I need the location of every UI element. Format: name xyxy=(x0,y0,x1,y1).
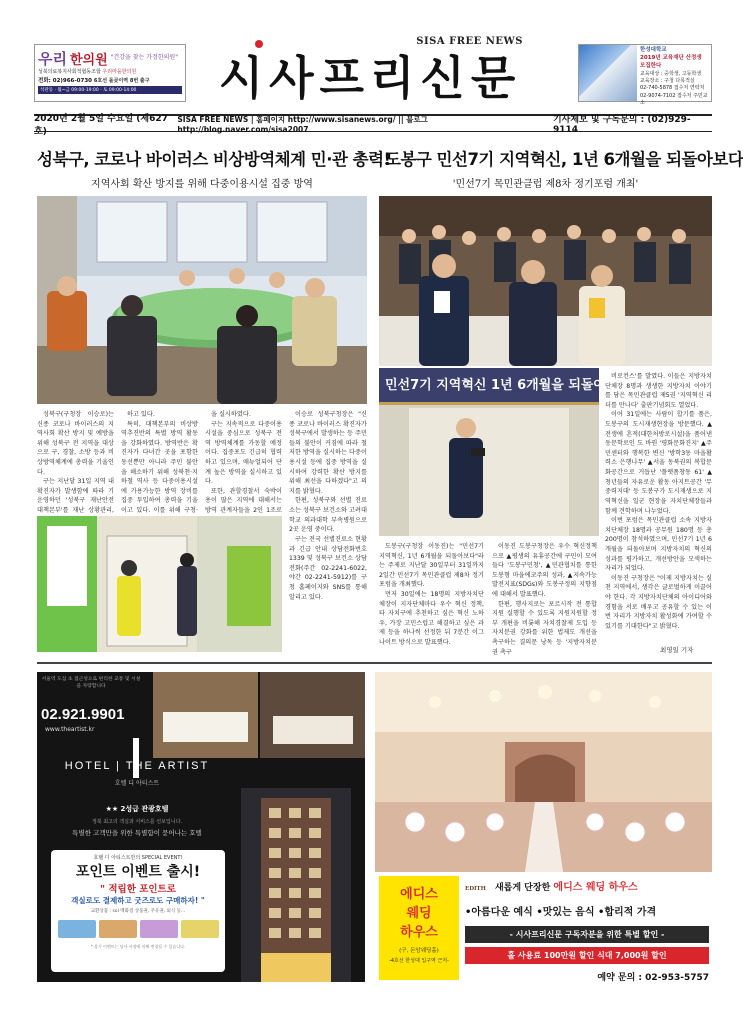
section-divider xyxy=(37,662,712,664)
university-line4: 02-9074-7102 접수처 주민교소 xyxy=(640,92,708,106)
university-ad-photo xyxy=(579,45,637,101)
article1-col2-p2: 특히, 대책본부의 비상방역추진반의 특별 방역 활동을 강화하였다. 방역반은 확진자가 다녀간 곳을 포함한 동선뿐만 아니라 주민 불안을 해소하기 위해 성북천·지하철 역사 등 다중이용시설에 가용가능한 방역 장비를 집중 투입하여 총력을 기울이고 있다. 이를 위해 구청· xyxy=(121,420,198,515)
wedding-name-box xyxy=(379,876,459,980)
clinic-tel-line xyxy=(38,76,182,85)
article2-col2 xyxy=(492,542,597,656)
article1-col1-p1: 성북구(구청장 이승로)는 신종 코로나 바이러스의 지역사회 확산 방지 및 예방을 위해 성북구 전 지역을 대상으로 구, 경찰, 소방 등과 비상방역체계에 총력을 기울인다. xyxy=(37,411,114,476)
article2-col3-p1: 비로컨스'를 발였다. 이들은 지방자치단체장 8명과 생생한 지방자치 이야기를 담은 목민관클럽 제5권 '지역혁신 리더를 만나다' 출판기념회도 열었다. xyxy=(605,373,712,409)
university-ad-text xyxy=(637,45,711,106)
article1-col1 xyxy=(37,410,114,525)
article1-col4 xyxy=(289,410,367,650)
issue-date: 2020년 2월 5일 수요일 (제627호) xyxy=(34,113,168,137)
university-headline: 2019년 교육재단 산정생 모집한다 xyxy=(640,54,702,69)
article1-col4-p1: 이승로 성북구청장은 "신종 코로나 바이러스 확진자가 성북구에서 발생하는 등 주민들의 불안이 커짐에 따라 철저한 방역을 실시하는 다중이용시설 등에 집중 방역을 실시하여 강력한 확산 방지를 위해 최선을 다하겠다"고 의지를 밝혔다. xyxy=(289,411,367,495)
event-label: 호텔 디 아티스트만의 SPECIAL EVENT! xyxy=(93,855,183,861)
hotel-desc: 정북 최고의 객실과 서비스를 선보입니다. xyxy=(91,819,183,825)
hotel-logo-bar-icon xyxy=(133,738,139,778)
hotel-website[interactable]: www.theartist.kr xyxy=(45,726,95,733)
clinic-addr: 석관동 · 월~금 09:00-19:00 · 토 09:00-14:00 xyxy=(38,86,182,94)
wedding-location: -4호선 한성대 입구역 근처- xyxy=(389,957,449,964)
clinic-name: 우리마을한의원 xyxy=(102,69,137,75)
contact-info: 기사제보 및 구독문의 : (02)929-9114 xyxy=(552,115,691,135)
article2-col3-p4: 이동진 구청장은 "이제 지방자치는 실천 지역에서, 생각은 글로벌하게 이끌어야 한다. 각 지방자치단체의 아이디어와 경험을 서로 배우고 공유할 수 있는 이번 자리가 지방자치 활성화에 가여할 수 있기를 기대한다"고 밝혔다. xyxy=(605,574,712,630)
logo-korean: 시사프리신문 xyxy=(218,51,522,105)
hotel-grade: ★★ 2성급 관광호텔 xyxy=(105,805,169,813)
article2-byline: 최영일 기자 xyxy=(660,646,694,654)
wedding-contact[interactable]: 예약 문의 : 02-953-5757 xyxy=(597,973,709,983)
wedding-title-prefix: 새롭게 단장한 xyxy=(494,883,551,893)
article1-col3 xyxy=(205,410,282,525)
article2-col1-p1: 도봉구(구청장 이동진)는 "민선7기 지역혁신, 1년 6개월을 되돌아보다"라는 주제로 지난달 30일부터 31일까지 2일간 민선7기 목민관클럽 제8차 정기포럼을 개최했다. xyxy=(379,543,484,589)
wedding-info xyxy=(465,878,709,983)
coupon-card xyxy=(58,920,96,938)
article1-subhead: 지역사회 확산 방지를 위해 다중이용시설 집중 방역 xyxy=(91,179,313,190)
article2-forum-photo xyxy=(379,196,712,366)
event-blue-copy: 객실로도 결제하고 굿즈로도 구매하자! " xyxy=(71,896,205,905)
article1-headline[interactable]: 성북구, 코로나 바이러스 비상방역체계 민·관 총력! xyxy=(37,150,391,169)
clinic-line3: 6호선 돌곶이역 8번 출구 xyxy=(93,77,150,84)
event-note: * 상기 이벤트는 당사 사정에 의해 변경될 수 있습니다. xyxy=(90,944,186,949)
university-org: 한성대학교 xyxy=(640,47,667,53)
wedding-alias: (구, 돈암웨딩홀) xyxy=(399,947,439,954)
article2-col1-p2: 먼저 30일에는 18명의 지방자치단체장이 지자단체마다 우수 혁신 정책, 타 자치구에 추천하고 싶은 혁신 노하우, 가장 고민스럽고 해결하고 싶은 과제 등을 하나씩 선정한 뒤 7분간 이그나이트 방식으로 발표했다. xyxy=(379,591,484,647)
hotel-building-photo xyxy=(241,788,351,982)
hotel-event-card[interactable] xyxy=(51,850,225,972)
article2-col2-p1: 이동진 도봉구청장은 우수 혁신정책으로 ▲평생의 유휴공간에 구민이 모여들다 '도봉구민청', ▲민관협치를 통한 도봉형 마을에코주의 성과, ▲지속가능발전지표(SDGs)와 도봉구정의 지향점에 대해서 발표했다. xyxy=(492,543,597,599)
masthead xyxy=(0,0,740,112)
wedding-name-line1: 에디스 xyxy=(400,887,438,902)
forum-photo-svg xyxy=(379,196,712,366)
wedding-title-red: 에디스 웨딩 하우스 xyxy=(553,882,638,893)
article2-subhead: '민선7기 목민관클럽 제8차 정기포럼 개최' xyxy=(452,179,639,190)
clinic-brand-line xyxy=(38,47,182,69)
article1-col3-p3: 또한, 관할경찰서 숙박이용이 많은 지역에 대해서는 방역 관계자들을 2인 1조로 xyxy=(205,487,282,515)
clinic-slogan: "건강을 찾는 가정한의원" xyxy=(110,53,178,61)
wedding-features: •아름다운 예식 •맛있는 음식 •합리적 가격 xyxy=(465,907,657,918)
hotel-advertisement[interactable] xyxy=(37,672,365,982)
edith-logo: EDITH xyxy=(465,886,486,892)
wedding-name-line2: 웨딩 xyxy=(406,905,432,921)
hotel-name: HOTEL | THE ARTIST xyxy=(64,760,210,772)
university-line2: 교육장소 : 구청 다목적실 xyxy=(640,78,695,85)
article1-disinfection-photo xyxy=(37,516,282,652)
wedding-hall-photo xyxy=(375,672,712,872)
article2-col3 xyxy=(605,372,712,630)
hotel-room-photo xyxy=(153,672,365,758)
article2-col3-p3: 이번 포럼은 목민관클럽 소속 지방자치단체장 18명과 공무원 180명 등 총 200명이 참석하였으며, 민선7기 1년 6개월을 되돌아보며 지방자치의 혁신의 성과를 평가하고, 개선방안을 모색하는 자리가 되었다. xyxy=(605,517,712,573)
article1-col2-p1: 하고 있다. xyxy=(127,411,155,418)
coupon-card xyxy=(99,920,137,938)
disinfection-photo-svg xyxy=(37,516,282,652)
meeting-photo-svg xyxy=(37,196,367,404)
article1-meeting-photo xyxy=(37,196,367,404)
article1-col3-p2: 구는 지속적으로 다중이용시설을 중심으로 성북구 전역 방역체계를 가동할 예정이다. 집중포도 긴급히 협력하고 있으며, 매뉴얼되어 단계 높은 방역을 실시하고 있다. xyxy=(205,420,282,486)
masthead-ad-clinic[interactable] xyxy=(34,44,186,102)
forum-banner-text: 민선7기 지역혁신 1년 6개월을 되돌아보다 xyxy=(385,378,632,393)
event-small: 교환상품 : sol 백화점 상품권, 주유권, 외식 등... xyxy=(90,909,186,914)
newspaper-logo[interactable] xyxy=(205,30,535,108)
university-line3: 02-740-5878 접수처 연락처 xyxy=(640,85,705,92)
logo-english: SISA FREE NEWS xyxy=(416,36,523,47)
coupon-card xyxy=(140,920,178,938)
speaker-photo-svg xyxy=(379,368,632,536)
article2-col1 xyxy=(379,542,484,652)
article2-col3-p2: 이어 31일에는 사람이 합기를 품은, 도봉구의 도시재생현장을 방문했다. ▲전생에 흔적(대한처방로시설)을 품어낸 동문학로인 도 바꿘 '평화문화진지' ▲주민센터와 행복한 변신 '방학3동 마을활력소 은행나무' ▲서울 동북권의 복합문화공간으로 거듭난 '플랫폼창동 61' ▲청년들의 자유로운 활동 아지트공간 '무중력지대' 등 도봉구가 도시재생으로 지역혁신을 일군 현장을 자치단체장들과 함께 견학하며 나누었다. xyxy=(605,411,712,515)
university-line1: 교육대상 : 중학생, 고등학생 xyxy=(640,70,702,77)
article2-speaker-photo xyxy=(379,368,632,536)
article1-col3-p1: 을 실시하였다. xyxy=(211,411,251,418)
clinic-brand-b: 한의원 xyxy=(69,52,108,68)
article2-headline[interactable]: 도봉구 민선7기 지역혁신, 1년 6개월을 되돌아보다 xyxy=(385,150,743,169)
wedding-advertisement[interactable] xyxy=(375,672,712,984)
wedding-discount-banner: 홀 사용료 100만원 할인 식대 7,000원 할인 xyxy=(465,947,709,964)
coupon-card xyxy=(181,920,219,938)
masthead-ad-university[interactable] xyxy=(578,44,712,106)
hotel-desc2: 특별한 고객만을 위한 특별함이 묻어나는 호텔 xyxy=(72,829,202,837)
article1-col4-p2: 한편, 성북구와 선별 진료소는 성북구 보건소와 고려대학교 의과대학 부속병원으로 2곳 운영 중이다. xyxy=(289,497,367,534)
website-links[interactable]: SISA FREE NEWS | 홈페이지 http://www.sisanews.org/ || 블로그 http://blog.naver.com/sisa2007 xyxy=(177,114,428,134)
hotel-small-copy: 서울역 도심 초 접근성으로 편리한 교통 및 시설을 자랑합니다 xyxy=(41,677,141,690)
clinic-coop: 성북의료복지사회적협동조합 xyxy=(38,69,101,75)
clinic-brand-a: 우리 xyxy=(38,49,67,68)
dateline-bar xyxy=(34,113,712,137)
hotel-phone: 02.921.9901 xyxy=(41,706,125,723)
hotel-name-korean: 호텔 디 아티스트 xyxy=(114,780,160,787)
coupon-row xyxy=(55,920,221,938)
wedding-name-line3: 하우스 xyxy=(400,924,438,940)
event-red-copy: " 적립한 포인트로 xyxy=(100,884,176,895)
event-title: 포인트 이벤트 출시! xyxy=(75,864,201,880)
article1-col2 xyxy=(121,410,198,525)
wedding-subscriber-banner: - 시사프리신문 구독자분을 위한 특별 할인 - xyxy=(465,926,709,943)
article1-col4-p3: 구는 전국 선별진료소 현황과 긴급 안내 상담전화번호 1339 및 성북구 보건소 상담전화(주간 02-2241-6022, 야간 02-2241-5912)를 구청 홈페이지와 SNS를 통해 알리고 있다. xyxy=(289,535,367,601)
article2-col2-p2: 한편, 행사지로는 포르시작 전 통합 지원 실행할 수 있도록 지원지원할 정부 개편을 비롯해 자치경찰제 도입 등 자치분권 강화를 위한 법제도 개선을 촉구하는 결의문 낭독 등 '지방자치분권 촉구 xyxy=(492,600,597,656)
article1-col1-p2: 구는 지난달 31일 지역 내 확진자가 발생함에 따라 기 운영하던 '성북구 재난안전대책본부'를 재난 상황관리, xyxy=(37,478,114,515)
clinic-line1 xyxy=(38,69,182,76)
clinic-tel: 전화: 02)966-0730 xyxy=(38,77,92,84)
wedding-title-line xyxy=(465,878,709,893)
